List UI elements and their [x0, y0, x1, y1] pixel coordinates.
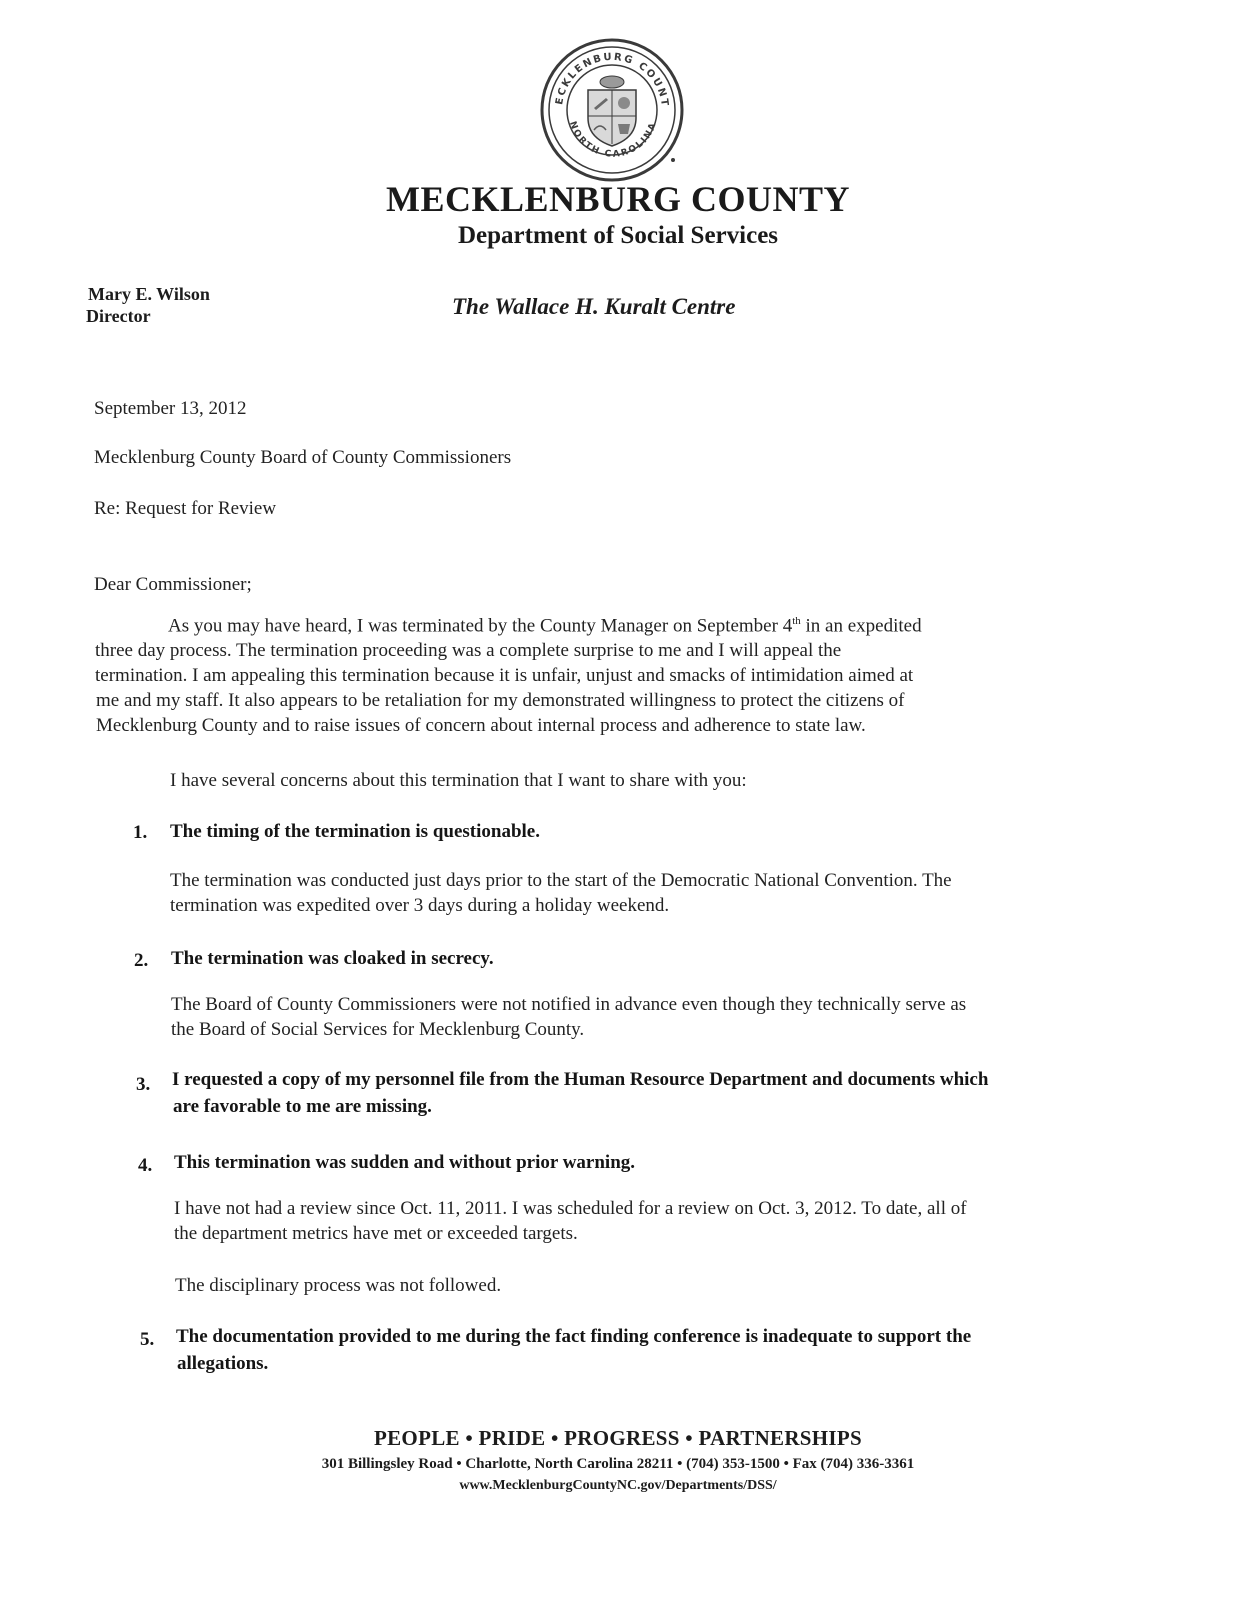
county-seal-emblem	[540, 38, 685, 183]
item-body-line: I have not had a review since Oct. 11, 2011. I was scheduled for a review on Oct. 3, 2012. To date, all of	[174, 1198, 967, 1219]
seal-bottom-text: NORTH CAROLINA	[567, 120, 659, 160]
letter-date: September 13, 2012	[94, 398, 247, 419]
seal-top-text: ECKLENBURG COUNT	[554, 51, 671, 109]
item-number: 2.	[134, 950, 149, 971]
intro-line: three day process. The termination proceeding was a complete surprise to me and I will appeal the	[95, 640, 842, 661]
item-body-line: the Board of Social Services for Mecklenburg County.	[171, 1019, 585, 1040]
item-heading: I requested a copy of my personnel file from the Human Resource Department and documents which	[172, 1069, 989, 1090]
intro-line: me and my staff. It also appears to be retaliation for my demonstrated willingness to protect the citizens of	[96, 690, 905, 711]
centre-name: The Wallace H. Kuralt Centre	[452, 294, 736, 319]
footer-motto: PEOPLE • PRIDE • PROGRESS • PARTNERSHIPS	[374, 1426, 862, 1450]
director-name: Mary E. Wilson	[88, 284, 210, 304]
organization-name: MECKLENBURG COUNTY	[385, 179, 851, 219]
footer-address: 301 Billingsley Road • Charlotte, North Carolina 28211 • (704) 353-1500 • Fax (704) 336-3361	[321, 1456, 915, 1472]
item-number: 1.	[133, 822, 148, 843]
item-heading: allegations.	[177, 1353, 269, 1374]
intro-line: Mecklenburg County and to raise issues of concern about internal process and adherence to state law.	[96, 715, 866, 736]
concerns-intro: I have several concerns about this termination that I want to share with you:	[170, 770, 747, 791]
item-body-line: The Board of County Commissioners were not notified in advance even though they technically serve as	[171, 994, 967, 1015]
item-body-line: termination was expedited over 3 days during a holiday weekend.	[170, 895, 670, 916]
item-heading: are favorable to me are missing.	[173, 1096, 432, 1117]
item-extra-line: The disciplinary process was not followed.	[175, 1275, 502, 1296]
item-heading: The documentation provided to me during the fact finding conference is inadequate to support the	[176, 1326, 972, 1347]
letter-recipient: Mecklenburg County Board of County Commissioners	[94, 447, 512, 468]
item-body-line: the department metrics have met or exceeded targets.	[174, 1223, 578, 1244]
department-name: Department of Social Services	[457, 222, 779, 249]
county-seal	[540, 38, 685, 183]
director-title: Director	[86, 306, 151, 326]
letter-subject: Re: Request for Review	[94, 498, 277, 519]
letter-salutation: Dear Commissioner;	[94, 574, 252, 595]
intro-line: As you may have heard, I was terminated by the County Manager on September 4th in an expedited	[168, 615, 922, 637]
item-body-line: The termination was conducted just days prior to the start of the Democratic National Convention. The	[170, 870, 952, 891]
item-number: 5.	[140, 1329, 155, 1350]
footer-website: www.MecklenburgCountyNC.gov/Departments/DSS/	[459, 1478, 777, 1493]
item-number: 3.	[136, 1074, 151, 1095]
item-heading: The termination was cloaked in secrecy.	[171, 948, 494, 969]
intro-line: termination. I am appealing this termination because it is unfair, unjust and smacks of intimidation aimed at	[95, 665, 914, 686]
item-number: 4.	[138, 1155, 153, 1176]
item-heading: The timing of the termination is questionable.	[170, 821, 540, 842]
item-heading: This termination was sudden and without prior warning.	[174, 1152, 636, 1173]
